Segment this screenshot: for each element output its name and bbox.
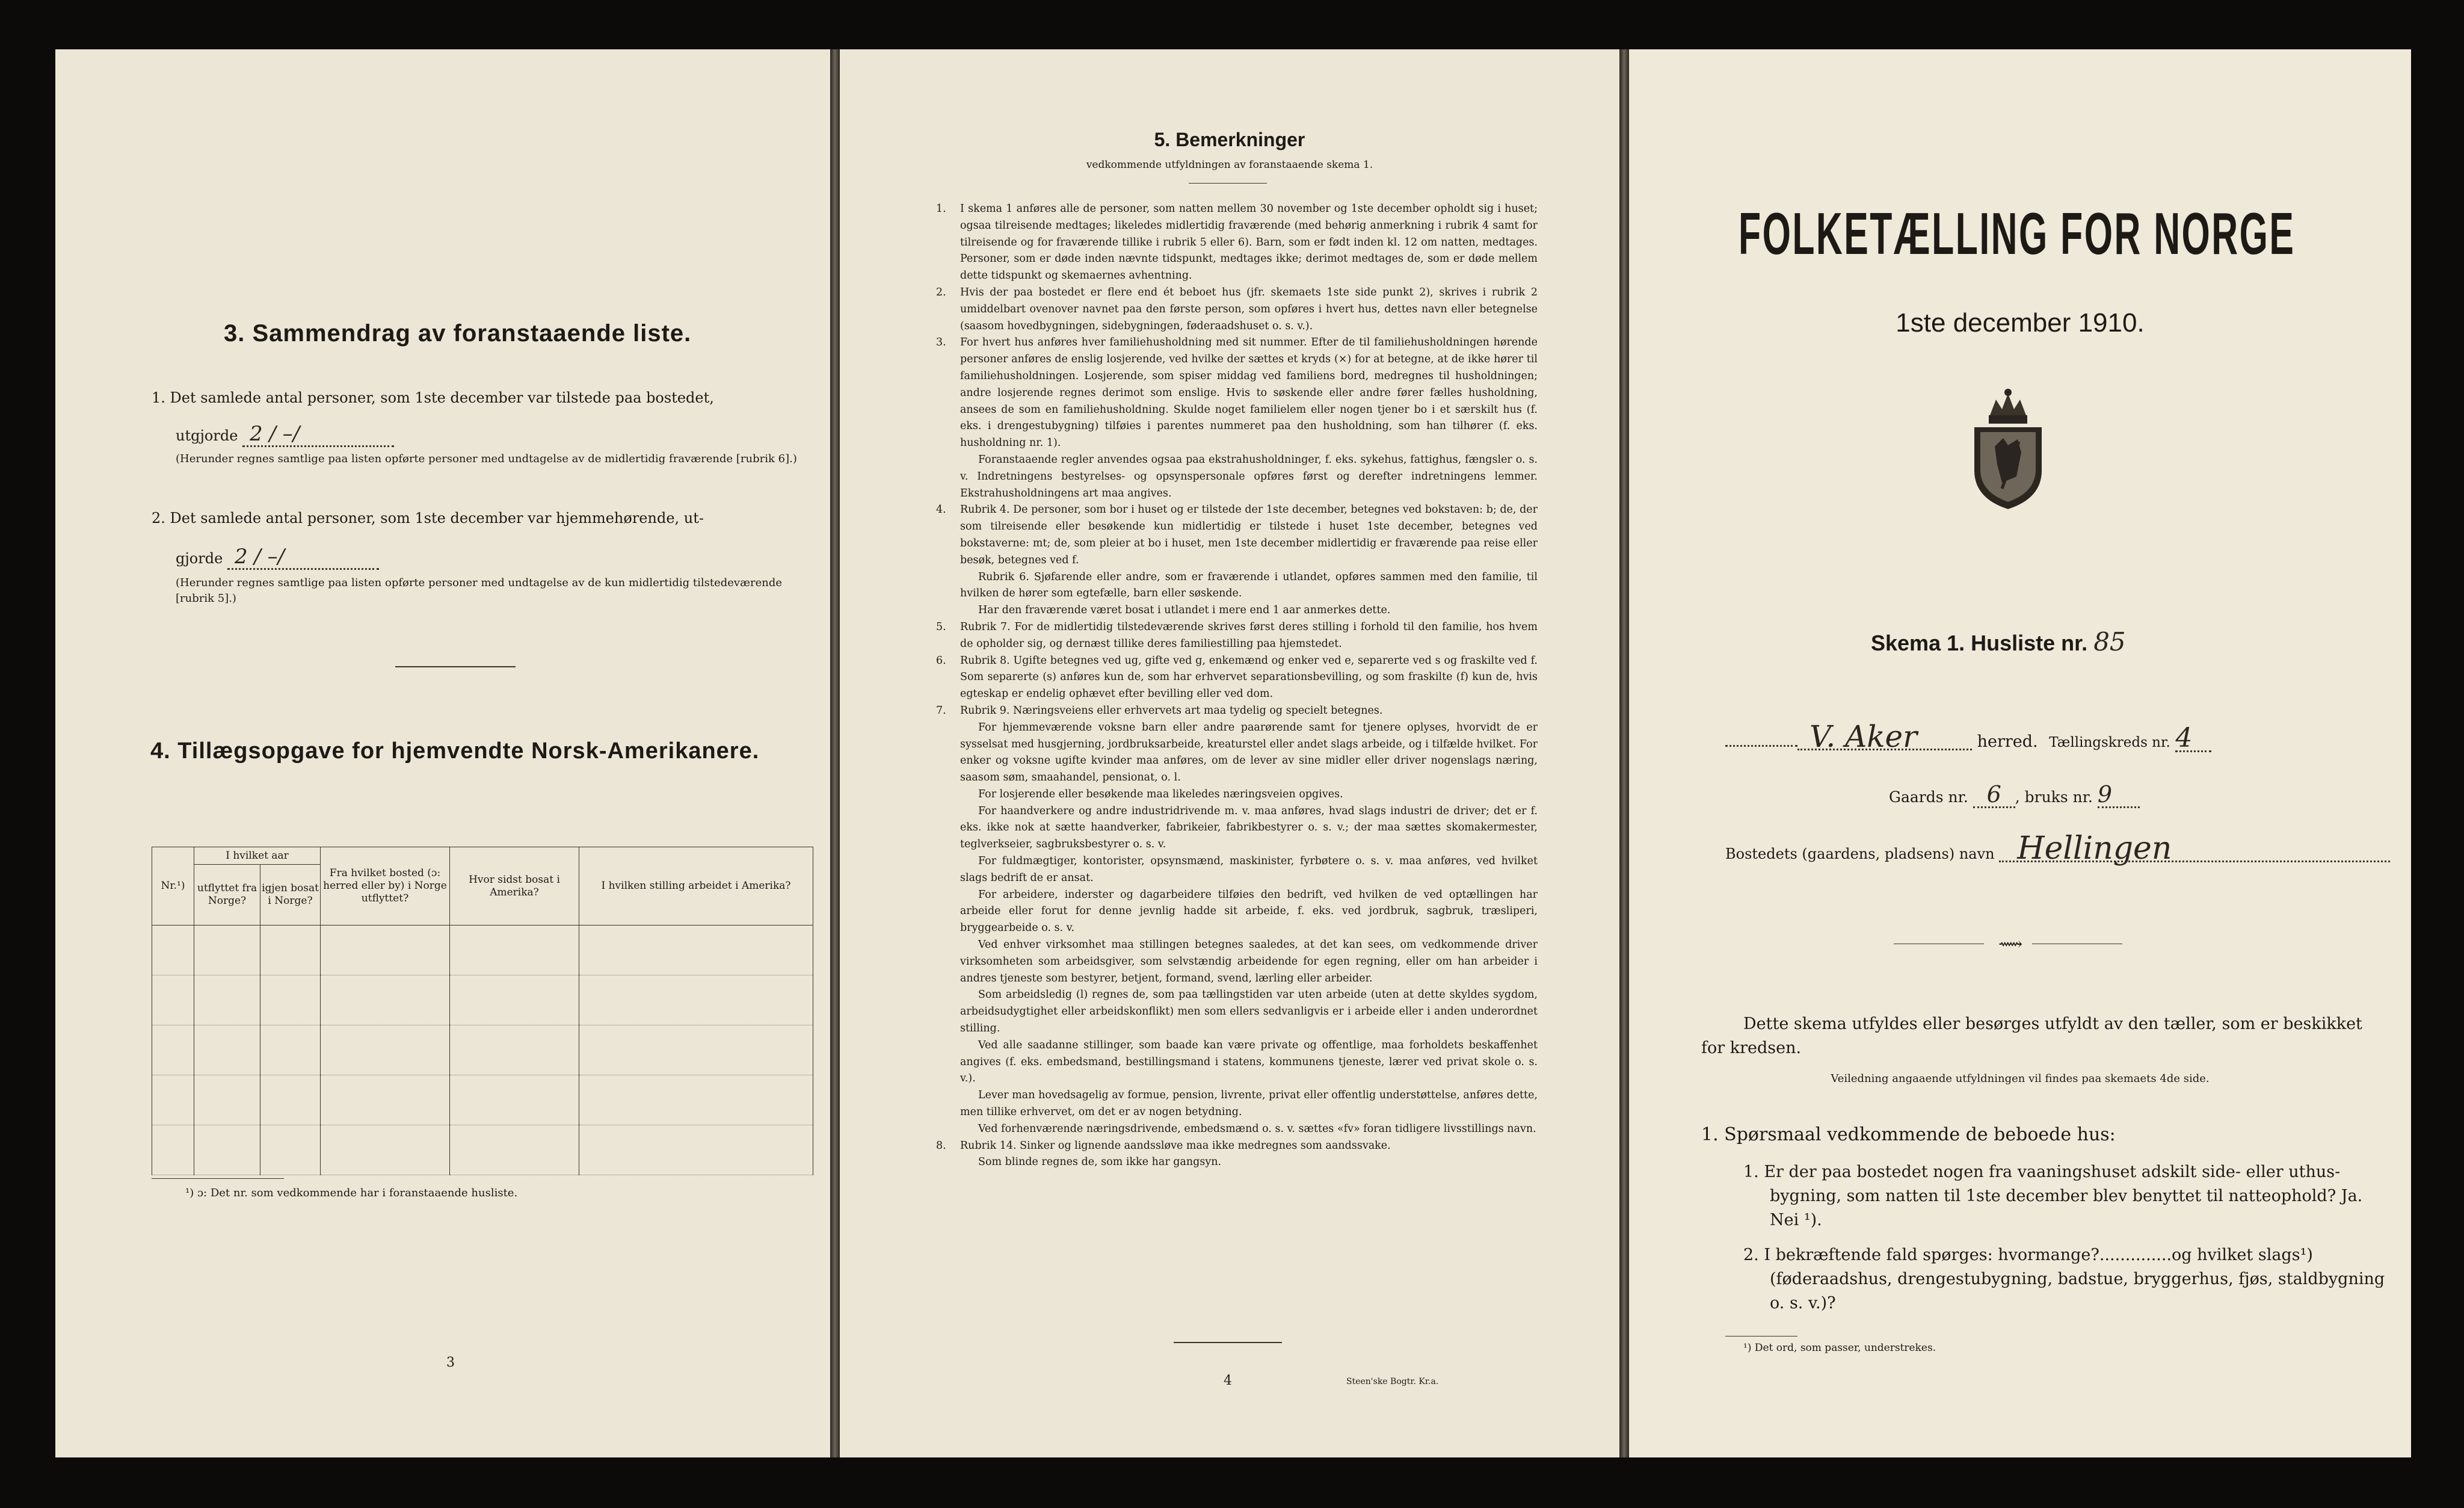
col-stilling: I hvilken stilling arbeidet i Amerika? xyxy=(579,847,813,926)
remark-text: Har den fraværende været bosat i utlandet i mere end 1 aar anmerkes dette. xyxy=(978,604,1391,617)
remark-text: For fuldmægtiger, kontorister, opsynsmænd, maskinister, fyrbøtere o. s. v. maa anføres, ved hvilket slags bedrift de er ansat. xyxy=(960,855,1538,884)
sec3-item-1-prefix: utgjorde xyxy=(176,427,238,444)
remark-text: Rubrik 6. Sjøfarende eller andre, som er fraværende i utlandet, opføres sammen med den familie, til hvilken de hører som egtefælle, barn eller søskende. xyxy=(960,570,1538,600)
remark-item xyxy=(936,335,1538,452)
sec3-item-2-prefix: gjorde xyxy=(176,550,223,567)
form-date: 1ste december 1910. xyxy=(1896,308,2145,338)
remark-item xyxy=(936,937,1538,987)
table-cell xyxy=(450,1075,579,1125)
remark-text: Ved alle saadanne stillinger, som baade kan være private og offentlige, maa forholdets beskaffenhet angives (f. eks. embedsmand, bestillingsmand i statens, kommunens tjeneste, lærer ved privat skole o. s. v.). xyxy=(960,1039,1538,1085)
gaards-nr: 6 xyxy=(1973,782,2015,808)
remark-item xyxy=(936,619,1538,653)
remarks-end-rule xyxy=(1174,1342,1282,1343)
remark-text: For haandverkere og andre industridrivende m. v. maa anføres, hvad slags industri de driver; det er f. eks. ikke nok at sætte haandverker, fabrikeier, fabrikbestyrer o. s. v.; der maa sættes skomakermester, teglverkseier, sagbruksbestyrer o. s. v. xyxy=(960,805,1538,851)
table-cell xyxy=(450,926,579,975)
table-cell xyxy=(194,926,260,975)
remark-text: Rubrik 9. Næringsveiens eller erhvervets art maa tydelig og specielt betegnes. xyxy=(960,704,1383,717)
remark-item xyxy=(936,786,1538,803)
sec3-item-1: 1. Det samlede antal personer, som 1ste december var tilstede paa bostedet, xyxy=(152,389,714,406)
sec3-item-1-line xyxy=(176,422,394,447)
remarks-subtitle: vedkommende utfyldningen av foranstaaende skema 1. xyxy=(1086,159,1373,171)
kreds-nr: 4 xyxy=(2175,726,2211,752)
remark-text: Ved forhenværende næringsdrivende, embedsmænd o. s. v. sættes «fv» foran tidligere livsstillings navn. xyxy=(978,1122,1536,1135)
page-number: 3 xyxy=(446,1355,455,1370)
gaards-line xyxy=(1889,782,2140,809)
page-number: 4 xyxy=(1224,1373,1232,1388)
table-cell xyxy=(450,1125,579,1175)
remark-text: Rubrik 4. De personer, som bor i huset og er tilstede der 1ste december, betegnes ved bokstaven: b; de, der som tilreisende eller besøkende kun midlertidig er tilstede i huset 1ste december, betegnes ved bokstaverne: mt; de, som pleier at bo i huset, men 1ste december midlertidig er fraværende paa reise eller besøk, betegnes ved f. xyxy=(960,504,1538,566)
left-page xyxy=(55,49,830,1457)
remark-item xyxy=(936,653,1538,703)
table-cell xyxy=(260,1075,321,1125)
remark-text: Foranstaaende regler anvendes ogsaa paa ekstrahusholdninger, f. eks. sykehus, fattighus, fængsler o. s. v. Indretningens bestyrelses- og opsynspersonale opføres først og derefter indretningens lemmer. Ekstrahusholdningens art maa angives. xyxy=(960,453,1538,499)
question-2: 2. I bekræftende fald spørges: hvormange?..............og hvilket slags¹) (føderaadshus, drengestubygning, badstue, bryggerhus, fjøs, staldbygning o. s. v.)? xyxy=(1743,1246,2385,1312)
table-cell xyxy=(152,1075,194,1125)
remark-number: 7. xyxy=(936,704,946,717)
remark-item xyxy=(936,720,1538,786)
remark-text: For hvert hus anføres hver familiehusholdning med sit nummer. Efter de til familiehusholdningen hørende personer anføres de enslig losjerende, ved hvilke der sættes et kryds (×) for at betegne, at de ikke hører til familiehusholdningen. Losjerende, som spiser middag ved familiens bord, medregnes til husholdningen; andre losjerende regnes derimot som enslige. Hvis to søskende eller andre fører fælles husholdning, ansees de som en familiehusholdning. Skulde noget familielem eller nogen tjener bo i et særskilt hus (f. eks. i drengestubygning) tilføies i parentes nummeret paa den husholdning, som han tilhører (f. eks. husholdning nr. 1). xyxy=(960,336,1538,450)
remark-number: 5. xyxy=(936,620,946,633)
remark-item xyxy=(936,569,1538,603)
herred-line xyxy=(1725,719,2211,755)
sec3-item-1-note: (Herunder regnes samtlige paa listen opførte personer med undtagelse av de midlertidig fraværende [rubrik 6].) xyxy=(176,453,797,465)
remark-text: Som blinde regnes de, som ikke har gangsyn. xyxy=(978,1156,1222,1169)
herred-value: V. Aker xyxy=(1797,725,1972,750)
page-fold xyxy=(830,49,840,1457)
remark-item xyxy=(936,1087,1538,1121)
table-cell xyxy=(579,926,813,975)
remark-text: Rubrik 7. For de midlertidig tilstedeværende skrives først deres stilling i forhold til den familie, hos hvem de opholder sig, og dernæst tillike deres familiestilling paa hjemstedet. xyxy=(960,620,1538,650)
remark-item xyxy=(936,1037,1538,1087)
table-cell xyxy=(579,975,813,1025)
remark-item xyxy=(936,502,1538,569)
remark-item xyxy=(936,887,1538,937)
coat-of-arms-icon xyxy=(1966,386,2050,513)
remark-number: 6. xyxy=(936,654,946,667)
middle-page xyxy=(840,49,1619,1457)
remark-item xyxy=(936,703,1538,720)
question-1: 1. Er der paa bostedet nogen fra vaaningshuset adskilt side- eller uthus-bygning, som natten til 1ste december blev benyttet til natteophold? Ja. Nei ¹). xyxy=(1743,1163,2363,1229)
sec3-item-2: 2. Det samlede antal personer, som 1ste december var hjemmehørende, ut- xyxy=(152,510,704,527)
bosted-line xyxy=(1725,830,2390,867)
remark-number: 8. xyxy=(936,1139,946,1152)
kreds-label: Tællingskreds nr. xyxy=(2049,735,2170,750)
table-cell xyxy=(260,926,321,975)
col-group-aar: I hvilket aar xyxy=(194,847,321,865)
section-4-title: 4. Tillægsopgave for hjemvendte Norsk-Amerikanere. xyxy=(150,738,760,764)
remark-item xyxy=(936,853,1538,887)
col-nr: Nr.¹) xyxy=(152,847,194,926)
remark-number: 1. xyxy=(936,203,946,215)
remark-text: For arbeidere, inderster og dagarbeidere tilføies den bedrift, ved hvilken de ved optællingen har arbeide eller forut for denne jevnlig hadde sit arbeide, f. eks. ved jordbruk, sagbruk, træsliperi, bryggearbeide o. s. v. xyxy=(960,888,1538,935)
remark-item xyxy=(936,452,1538,502)
form-title: FOLKETÆLLING FOR NORGE xyxy=(1739,200,2296,267)
remark-text: For losjerende eller besøkende maa likeledes næringsveien opgives. xyxy=(978,788,1343,800)
herred-label: herred. xyxy=(1977,732,2038,751)
table-row xyxy=(152,1125,813,1175)
sec3-item-2-note: (Herunder regnes samtlige paa listen opførte personer med undtagelse av de kun midlertidig tilstedeværende [rubrik 5].) xyxy=(176,576,783,605)
remark-text: Lever man hovedsagelig av formue, pension, livrente, privat eller offentlig understøttelse, anføres dette, men tillike erhvervet, om det er av nogen betydning. xyxy=(960,1089,1538,1119)
table-cell xyxy=(321,1125,450,1175)
remark-item xyxy=(936,987,1538,1037)
table-cell xyxy=(321,1025,450,1075)
table-row xyxy=(152,1025,813,1075)
husliste-nr: 85 xyxy=(2093,627,2126,657)
bruks-nr: 9 xyxy=(2098,782,2140,808)
table-cell xyxy=(260,975,321,1025)
col-amerika-bosat: Hvor sidst bosat i Amerika? xyxy=(450,847,579,926)
table-cell xyxy=(579,1125,813,1175)
table-cell xyxy=(260,1025,321,1075)
table-row xyxy=(152,926,813,975)
bosted-label: Bostedets (gaardens, pladsens) navn xyxy=(1725,845,1995,862)
footnote-rule xyxy=(152,1178,284,1179)
table-cell xyxy=(321,926,450,975)
intro-text: Dette skema utfyldes eller besørges utfyldt av den tæller, som er beskikket for kredsen. xyxy=(1701,1015,2362,1057)
sec3-item-2-line xyxy=(176,545,379,570)
skema-line xyxy=(1871,627,2126,657)
table-cell xyxy=(260,1125,321,1175)
remarks-rule xyxy=(1189,183,1267,184)
bosted-value: Hellingen xyxy=(1999,836,2390,862)
table-cell xyxy=(152,1125,194,1175)
table-cell xyxy=(194,975,260,1025)
table-row xyxy=(152,1075,813,1125)
sec3-item-1-value: 2 / –/ xyxy=(242,422,394,447)
remark-text: Som arbeidsledig (l) regnes de, som paa tællingstiden var uten arbeide (uten at dette skyldes sygdom, arbeidsudygtighet eller arbeidskonflikt) men som ellers sedvanligvis er i arbeide eller i anden underordnet stilling. xyxy=(960,989,1538,1035)
table-cell xyxy=(579,1075,813,1125)
table-cell xyxy=(194,1025,260,1075)
table-cell xyxy=(194,1125,260,1175)
remark-text: Ved enhver virksomhet maa stillingen betegnes saaledes, at det kan sees, om vedkommende driver virksomheten som arbeidsgiver, som selvstændig arbeidende for egen regning, eller om han arbeider i andres tjeneste som bestyrer, betjent, formand, svend, lærling eller arbeider. xyxy=(960,939,1538,984)
section-3-title: 3. Sammendrag av foranstaaende liste. xyxy=(224,320,692,347)
remark-number: 3. xyxy=(936,336,946,349)
remark-text: Rubrik 8. Ugifte betegnes ved ug, gifte ved g, enkemænd og enker ved e, separerte ved s og fraskilte ved f. Som separerte (s) anføres kun de, som har erhvervet separationsbevilling, og som fraskilte (f) kun de, hvis egteskap er endelig ophævet efter bevilling eller ved dom. xyxy=(960,654,1538,700)
herred-leader xyxy=(1725,745,1797,747)
table-cell xyxy=(321,975,450,1025)
table-cell xyxy=(152,1025,194,1075)
remark-item xyxy=(936,1154,1538,1171)
remark-item xyxy=(936,285,1538,335)
table-cell xyxy=(152,975,194,1025)
question-section: 1. Spørsmaal vedkommende de beboede hus: xyxy=(1701,1124,2116,1145)
right-footnote: ¹) Det ord, som passer, understrekes. xyxy=(1743,1342,1936,1354)
remark-item xyxy=(936,803,1538,853)
table-cell xyxy=(321,1075,450,1125)
norsk-amerikanere-table xyxy=(152,847,813,1175)
table-cell xyxy=(152,926,194,975)
remark-text: Rubrik 14. Sinker og lignende aandssløve maa ikke medregnes som aandssvake. xyxy=(960,1139,1391,1152)
remark-item xyxy=(936,1138,1538,1155)
ornament-divider: ⟿ xyxy=(1998,934,2023,954)
left-footnote: ¹) ɔ: Det nr. som vedkommende har i foranstaaende husliste. xyxy=(185,1187,518,1199)
table-cell xyxy=(579,1025,813,1075)
intro-note: Veiledning angaaende utfyldningen vil findes paa skemaets 4de side. xyxy=(1831,1072,2210,1085)
table-cell xyxy=(450,1025,579,1075)
col-fra-bosted: Fra hvilket bosted (ɔ: herred eller by) i Norge utflyttet? xyxy=(321,847,450,926)
table-cell xyxy=(450,975,579,1025)
printer-mark: Steen'ske Bogtr. Kr.a. xyxy=(1346,1377,1439,1386)
remark-text: I skema 1 anføres alle de personer, som natten mellem 30 november og 1ste december opholdt sig i huset; ogsaa tilreisende medtages; likeledes midlertidig fraværende (med behørig anmerkning i rubrik 4 samt for tilreisende og for fraværende tillike i rubrik 5 eller 6). Barn, som er født inden kl. 12 om natten, medtages. Personer, som er døde inden nævnte tidspunkt, medtages ikke; derimot medtages de, som er døde mellem dette tidspunkt og skemaernes avhentning. xyxy=(960,203,1538,282)
remark-text: Hvis der paa bostedet er flere end ét beboet hus (jfr. skemaets 1ste side punkt 2), skrives i rubrik 2 umiddelbart ovenover navnet paa den første person, som opføres i hvert hus, dettes navn eller betegnelse (saasom hovedbygningen, sidebygningen, føderaadshuset o. s. v.). xyxy=(960,286,1538,332)
gaards-label: Gaards nr. xyxy=(1889,788,1968,806)
col-igjen: igjen bosat i Norge? xyxy=(260,865,321,926)
remark-item xyxy=(936,201,1538,285)
remark-number: 4. xyxy=(936,504,946,516)
sec3-item-2-value: 2 / –/ xyxy=(227,545,379,570)
bruks-label: , bruks nr. xyxy=(2015,788,2093,806)
remarks-list xyxy=(936,201,1538,1171)
remark-item xyxy=(936,1121,1538,1138)
remark-text: For hjemmeværende voksne barn eller andre paarørende samt for tjenere oplyses, hvorvidt de er sysselsat med husgjerning, jordbruksarbeide, kreaturstel eller andet slags arbeide, og i tilfælde hvilket. For enker og voksne ugifte kvinder maa anføres, om de lever av sine midler eller driver nogenslags næring, saasom søm, smaahandel, pensionat, o. l. xyxy=(960,721,1538,784)
remark-number: 2. xyxy=(936,286,946,298)
skema-label: Skema 1. Husliste nr. xyxy=(1871,631,2088,655)
right-page xyxy=(1629,49,2411,1457)
table-row xyxy=(152,975,813,1025)
divider xyxy=(395,666,516,667)
table-cell xyxy=(194,1075,260,1125)
page-fold xyxy=(1619,49,1629,1457)
remarks-title: 5. Bemerkninger xyxy=(1154,129,1305,150)
remark-item xyxy=(936,602,1538,619)
col-utflyttet: utflyttet fra Norge? xyxy=(194,865,260,926)
